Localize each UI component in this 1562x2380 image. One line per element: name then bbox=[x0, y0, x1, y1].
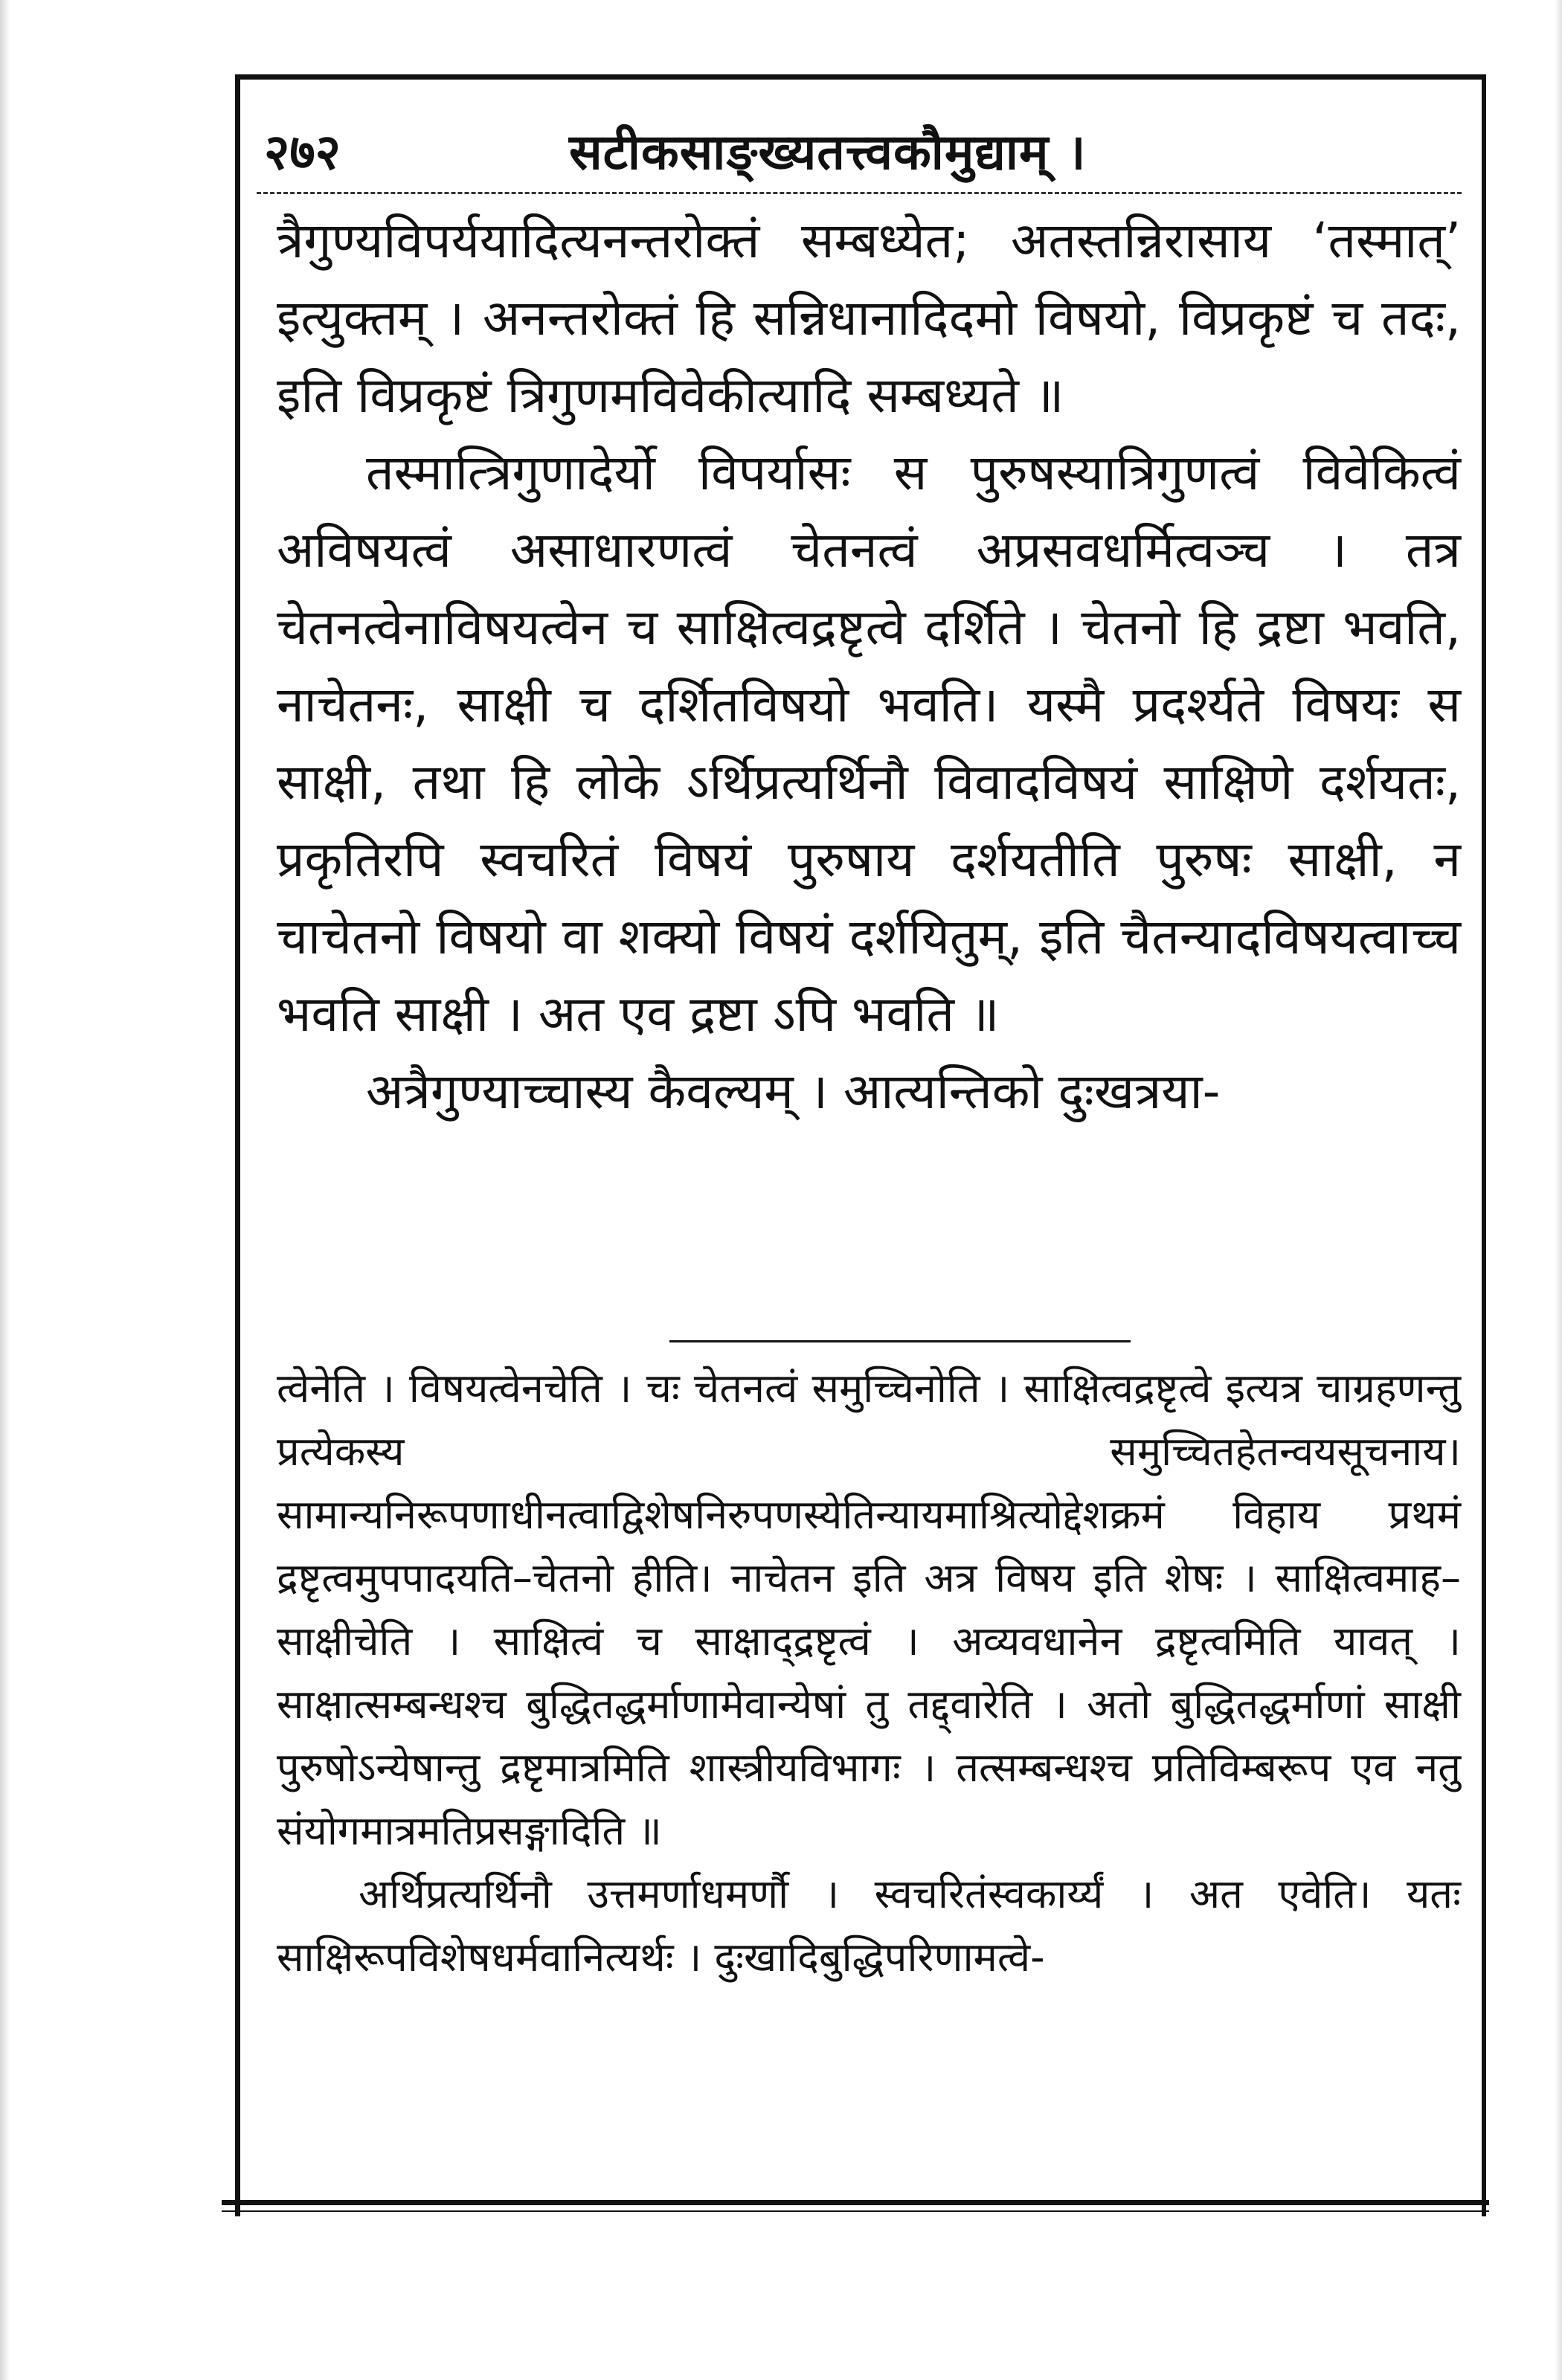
running-head bbox=[264, 119, 1454, 186]
commentary-separator bbox=[669, 1340, 1131, 1342]
main-paragraph-3: अत्रैगुण्याच्चास्य कैवल्यम् । आत्यन्तिको दुःखत्रया- bbox=[366, 1063, 1221, 1120]
main-paragraph-2: तस्मात्त्रिगुणादेर्यो विपर्यासः स पुरुषस्यात्रिगुणत्वं विवेकित्वं अविषयत्वं असाधारणत्वं चेतनत्वं अप्रसवधर्मित्वञ्च । तत्र चेतनत्वेनाविषयत्वेन च साक्षित्वद्रष्टृत्वे दर्शिते । चेतनो हि द्रष्टा भवति, नाचेतनः, साक्षी च दर्शितविषयो भवति। यस्मै प्रदर्श्यते विषयः स साक्षी, तथा हि लोके ऽर्थिप्रत्यर्थिनौ विवादविषयं साक्षिणे दर्शयतः, प्रकृतिरपि स्वचरितं विषयं पुरुषाय दर्शयतीति पुरुषः साक्षी, न चाचेतनो विषयो वा शक्यो विषयं दर्शयितुम्, इति चैतन्यादविषयत्वाच्च भवति साक्षी । अत एव द्रष्टा ऽपि भवति ॥ bbox=[277, 444, 1461, 1043]
commentary-paragraph-1: त्वेनेति । विषयत्वेनचेति । चः चेतनत्वं समुच्चिनोति । साक्षित्वद्रष्टृत्वे इत्यत्र चाग्रहणन्तु प्रत्येकस्य समुच्चितहेतन्वयसूचनाय। सामान्यनिरूपणाधीनत्वाद्विशेषनिरुपणस्येतिन्यायमाश्रित्योद्देशक्रमं विहाय प्रथमं द्रष्टृत्वमुपपादयति–चेतनो हीति। नाचेतन इति अत्र विषय इति शेषः । साक्षित्वमाह–साक्षीचेति । साक्षित्वं च साक्षाद्द्रष्टृत्वं । अव्यवधानेन द्रष्टृत्वमिति यावत् । साक्षात्सम्बन्धश्च बुद्धितद्धर्माणामेवान्येषां तु तद्द्वारेति । अतो बुद्धितद्धर्माणां साक्षी पुरुषोऽन्येषान्तु द्रष्टृमात्रमिति शास्त्रीयविभागः । तत्सम्बन्धश्च प्रतिविम्बरूप एव नतु संयोगमात्रमतिप्रसङ्गादिति ॥ bbox=[277, 1365, 1461, 1854]
running-title: सटीकसाङ्ख्यतत्त्वकौमुद्याम् । bbox=[569, 123, 1087, 181]
bottom-rule bbox=[222, 2200, 1489, 2205]
scan-edge-right bbox=[1555, 0, 1562, 2380]
header-rule bbox=[257, 192, 1462, 194]
main-text-block bbox=[277, 202, 1461, 1130]
commentary-paragraph-2: अर्थिप्रत्यर्थिनौ उत्तमर्णाधमर्णौ । स्वचरितंस्वकार्य्यं । अत एवेति। यतः साक्षिरूपविशेषधर्मवानित्यर्थः । दुःखादिबुद्धिपरिणामत्वे- bbox=[277, 1871, 1461, 1981]
page-number: २७२ bbox=[264, 123, 341, 181]
commentary-block bbox=[277, 1357, 1461, 1989]
main-paragraph-1: त्रैगुण्यविपर्ययादित्यनन्तरोक्तं सम्बध्येत; अतस्तन्निरासाय ‘तस्मात्’ इत्युक्तम् । अनन्तरोक्तं हि सन्निधानादिदमो विषयो, विप्रकृष्टं च तदः, इति विप्रकृष्टं त्रिगुणमविवेकीत्यादि सम्बध्यते ॥ bbox=[277, 212, 1461, 424]
scan-edge-left bbox=[0, 0, 10, 2380]
bottom-rule-thin bbox=[222, 2210, 1489, 2212]
